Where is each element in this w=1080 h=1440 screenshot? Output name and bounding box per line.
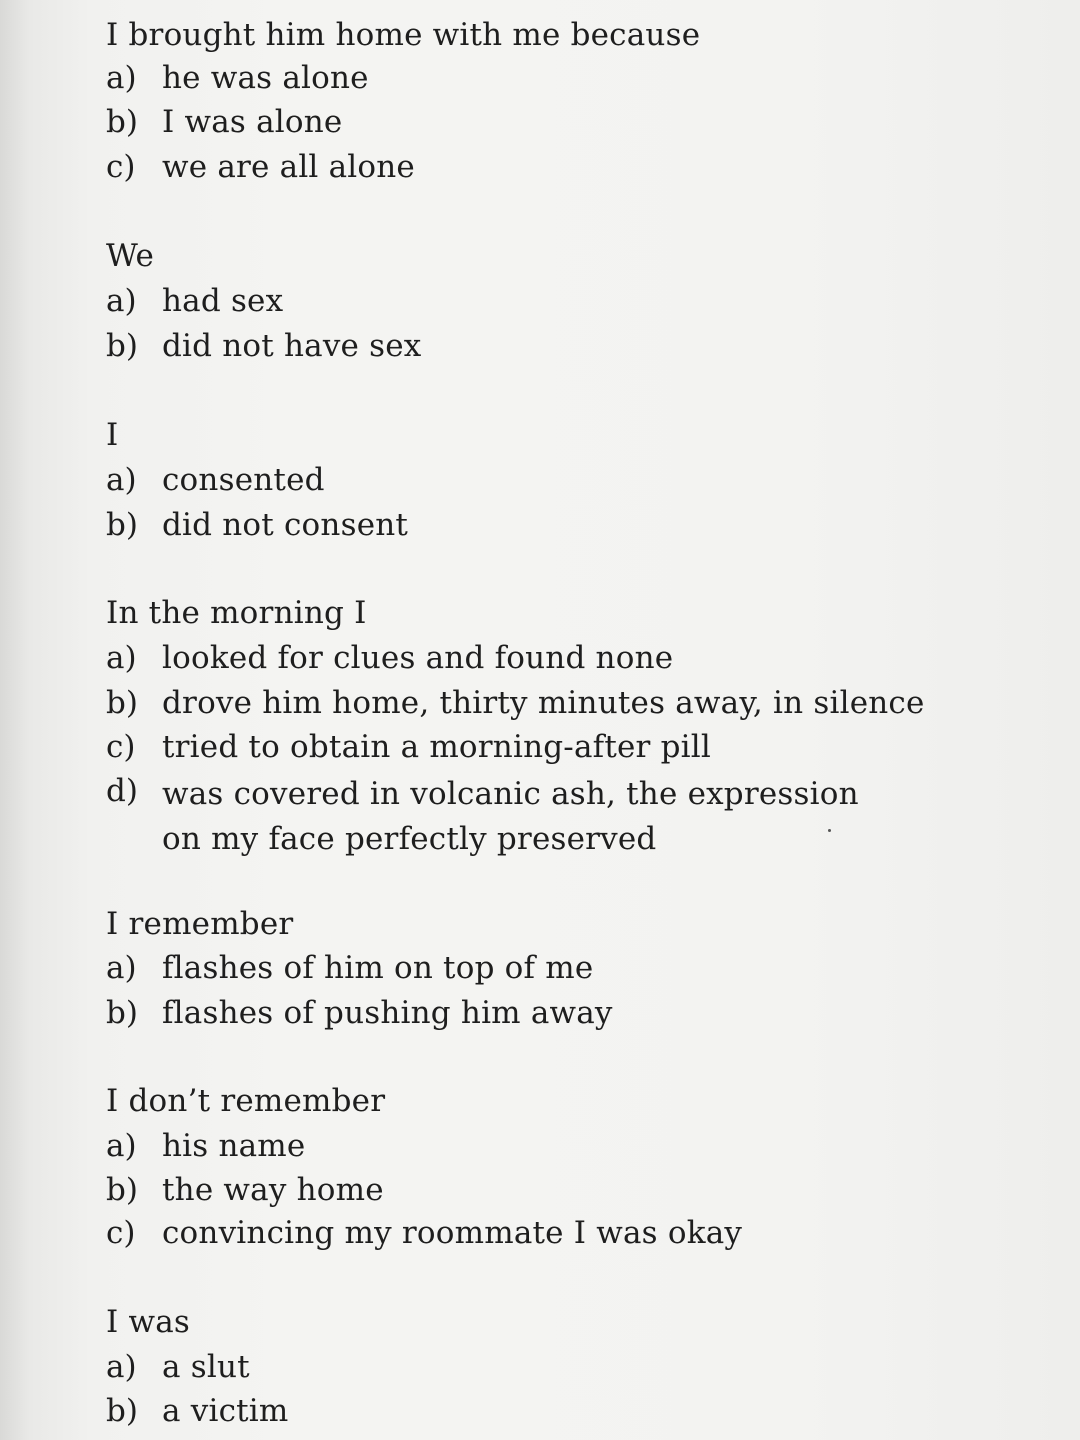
option-letter: b): [106, 507, 138, 543]
option-letter: a): [106, 1349, 137, 1385]
option-letter: b): [106, 104, 138, 140]
option-text: his name: [162, 1128, 306, 1164]
option-letter: c): [106, 729, 136, 765]
question-stem: We: [106, 238, 155, 274]
paper-speck: [828, 829, 831, 832]
option-letter: a): [106, 283, 137, 319]
option-text: had sex: [162, 283, 284, 319]
option-text: the way home: [162, 1172, 384, 1208]
option-letter: b): [106, 685, 138, 721]
option-text: drove him home, thirty minutes away, in silence: [162, 685, 925, 721]
option-letter: b): [106, 995, 138, 1031]
option-letter: d): [106, 773, 138, 809]
option-text: a slut: [162, 1349, 250, 1385]
question-stem: I don’t remember: [106, 1083, 386, 1119]
question-stem: In the morning I: [106, 595, 367, 631]
option-text: flashes of him on top of me: [162, 950, 594, 986]
question-stem: I: [106, 417, 119, 453]
question-stem: I brought him home with me because: [106, 17, 701, 53]
option-letter: a): [106, 640, 137, 676]
option-text: looked for clues and found none: [162, 640, 674, 676]
option-text: we are all alone: [162, 149, 415, 185]
option-letter: a): [106, 462, 137, 498]
option-letter: a): [106, 60, 137, 96]
option-letter: b): [106, 1172, 138, 1208]
option-text: a victim: [162, 1393, 289, 1429]
question-stem: I remember: [106, 906, 294, 942]
option-letter: c): [106, 149, 136, 185]
question-stem: I was: [106, 1304, 191, 1340]
option-letter: c): [106, 1215, 136, 1251]
option-text: I was alone: [162, 104, 343, 140]
option-letter: a): [106, 950, 137, 986]
option-text: did not have sex: [162, 328, 422, 364]
option-text: convincing my roommate I was okay: [162, 1215, 743, 1251]
option-text: flashes of pushing him away: [162, 995, 613, 1031]
option-letter: b): [106, 328, 138, 364]
option-text: did not consent: [162, 507, 409, 543]
option-text: tried to obtain a morning-after pill: [162, 729, 711, 765]
option-text: was covered in volcanic ash, the expression on my face perfectly preserved: [162, 776, 859, 857]
option-letter: b): [106, 1393, 138, 1429]
option-letter: a): [106, 1128, 137, 1164]
option-text: consented: [162, 462, 325, 498]
option-text: he was alone: [162, 60, 369, 96]
